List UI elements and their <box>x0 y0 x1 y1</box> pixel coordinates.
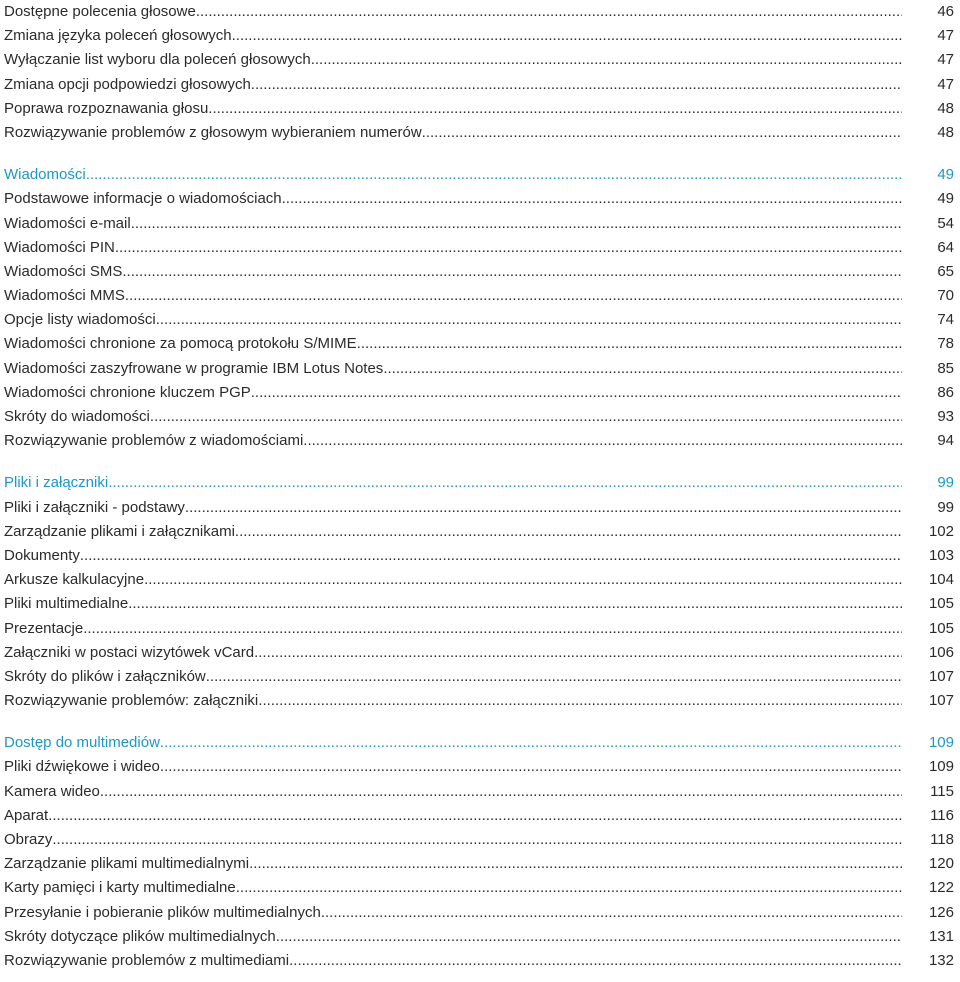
toc-entry[interactable] <box>4 73 954 97</box>
toc-entry-page: 99 <box>937 498 954 516</box>
toc-entry[interactable] <box>4 804 954 828</box>
toc-entry-page: 65 <box>937 262 954 280</box>
toc-entry-title: Wyłączanie list wyboru dla poleceń głosowych <box>4 51 311 69</box>
dot-leader <box>100 780 902 804</box>
dot-leader <box>122 260 902 284</box>
toc-entry-page: 64 <box>937 238 954 256</box>
dot-leader <box>258 689 902 713</box>
dot-leader <box>196 0 902 24</box>
toc-entry[interactable] <box>4 284 954 308</box>
toc-entry-page: 120 <box>928 855 954 873</box>
dot-leader <box>144 568 902 592</box>
toc-entry-title: Aparat <box>4 806 49 824</box>
toc-entry[interactable] <box>4 260 954 284</box>
dot-leader <box>80 544 902 568</box>
toc-entry-title: Pliki multimedialne <box>4 595 129 613</box>
toc-entry-page: 86 <box>937 383 954 401</box>
dot-leader <box>303 429 902 453</box>
toc-entry-title: Obrazy <box>4 831 53 848</box>
toc-entry[interactable] <box>4 568 954 592</box>
dot-leader <box>108 471 902 495</box>
toc-entry-title: Wiadomości PIN <box>4 238 115 256</box>
toc-chapter-page: 109 <box>928 734 954 752</box>
toc-entry[interactable] <box>4 405 954 429</box>
toc-entry[interactable] <box>4 187 954 211</box>
toc-entry-page: 118 <box>930 831 954 848</box>
toc-entry-page: 46 <box>937 3 954 20</box>
dot-leader <box>254 641 902 665</box>
toc-entry-title: Zmiana języka poleceń głosowych <box>4 27 232 45</box>
toc-entry[interactable] <box>4 308 954 332</box>
toc-entry[interactable] <box>4 357 954 381</box>
toc-section-messages <box>4 163 954 453</box>
toc-entry-page: 126 <box>928 903 954 921</box>
toc-entry-title: Zmiana opcji podpowiedzi głosowych <box>4 75 251 93</box>
toc-entry-title: Wiadomości chronione za pomocą protokołu S/MIME <box>4 335 357 353</box>
section-spacer <box>4 145 954 163</box>
toc-entry-title: Załączniki w postaci wizytówek vCard <box>4 643 255 661</box>
toc-chapter-heading[interactable] <box>4 163 954 187</box>
toc-entry[interactable] <box>4 48 954 72</box>
dot-leader <box>52 828 902 852</box>
toc-entry-page: 54 <box>937 214 954 232</box>
toc-entry[interactable] <box>4 665 954 689</box>
dot-leader <box>282 187 902 211</box>
dot-leader <box>128 592 902 616</box>
dot-leader <box>357 332 902 356</box>
toc-entry-page: 116 <box>930 806 954 824</box>
toc-entry-page: 107 <box>928 692 954 710</box>
toc-entry[interactable] <box>4 901 954 925</box>
toc-entry-page: 107 <box>928 667 954 685</box>
dot-leader <box>83 617 902 641</box>
dot-leader <box>232 24 902 48</box>
toc-chapter-title: Pliki i załączniki <box>4 474 109 492</box>
dot-leader <box>160 731 902 755</box>
toc-entry[interactable] <box>4 592 954 616</box>
dot-leader <box>115 236 902 260</box>
toc-entry-page: 47 <box>937 27 954 45</box>
toc-entry-title: Wiadomości MMS <box>4 287 125 305</box>
toc-entry-page: 104 <box>928 571 954 589</box>
toc-entry[interactable] <box>4 641 954 665</box>
toc-entry[interactable] <box>4 852 954 876</box>
toc-entry[interactable] <box>4 236 954 260</box>
dot-leader <box>276 925 902 949</box>
toc-entry-page: 48 <box>937 123 954 141</box>
toc-entry-title: Dostępne polecenia głosowe <box>4 3 196 20</box>
toc-entry-title: Pliki dźwiękowe i wideo <box>4 758 160 776</box>
toc-entry[interactable] <box>4 520 954 544</box>
toc-entry-page: 74 <box>937 311 954 329</box>
table-of-contents <box>4 0 954 973</box>
dot-leader <box>422 121 902 145</box>
toc-entry-title: Rozwiązywanie problemów z wiadomościami <box>4 432 304 450</box>
toc-entry-page: 102 <box>928 522 954 540</box>
dot-leader <box>236 876 902 900</box>
toc-entry-page: 115 <box>930 782 954 800</box>
toc-entry[interactable] <box>4 496 954 520</box>
toc-entry-title: Rozwiązywanie problemów z multimediami <box>4 951 290 969</box>
toc-entry[interactable] <box>4 828 954 852</box>
toc-entry[interactable] <box>4 949 954 973</box>
dot-leader <box>206 665 902 689</box>
toc-entry-page: 105 <box>928 619 954 637</box>
toc-entry-page: 94 <box>937 432 954 450</box>
toc-entry[interactable] <box>4 381 954 405</box>
dot-leader <box>321 901 902 925</box>
toc-entry-title: Wiadomości zaszyfrowane w programie IBM Lotus Notes <box>4 359 384 377</box>
toc-entry-title: Skróty do plików i załączników <box>4 667 206 685</box>
dot-leader <box>383 357 902 381</box>
toc-entry[interactable] <box>4 121 954 145</box>
section-spacer <box>4 453 954 471</box>
toc-entry-page: 93 <box>937 408 954 425</box>
dot-leader <box>311 48 902 72</box>
toc-entry-title: Przesyłanie i pobieranie plików multimedialnych <box>4 903 321 921</box>
toc-chapter-heading[interactable] <box>4 471 954 495</box>
toc-entry[interactable] <box>4 97 954 121</box>
dot-leader <box>208 97 902 121</box>
toc-entry-page: 47 <box>937 75 954 93</box>
toc-entry[interactable] <box>4 429 954 453</box>
toc-entry-page: 109 <box>928 758 954 776</box>
toc-entry-title: Dokumenty <box>4 546 80 564</box>
dot-leader <box>86 163 902 187</box>
toc-entry-title: Zarządzanie plikami i załącznikami <box>4 522 235 540</box>
toc-entry-title: Rozwiązywanie problemów z głosowym wybieraniem numerów <box>4 123 422 141</box>
toc-entry[interactable] <box>4 617 954 641</box>
toc-entry-page: 78 <box>937 335 954 353</box>
dot-leader <box>125 284 902 308</box>
dot-leader <box>289 949 902 973</box>
toc-entry-page: 49 <box>937 190 954 208</box>
toc-entry-title: Skróty do wiadomości <box>4 408 150 425</box>
dot-leader <box>249 852 902 876</box>
toc-entry-title: Poprawa rozpoznawania głosu <box>4 99 209 117</box>
toc-entry[interactable] <box>4 755 954 779</box>
toc-entry-title: Arkusze kalkulacyjne <box>4 571 145 589</box>
dot-leader <box>160 755 902 779</box>
toc-entry-title: Podstawowe informacje o wiadomościach <box>4 190 282 208</box>
toc-entry-title: Skróty dotyczące plików multimedialnych <box>4 927 276 945</box>
toc-entry-title: Wiadomości e-mail <box>4 214 131 232</box>
toc-chapter-page: 99 <box>937 474 954 492</box>
toc-chapter-page: 49 <box>937 166 954 184</box>
dot-leader <box>251 73 902 97</box>
dot-leader <box>48 804 902 828</box>
toc-section-media <box>4 731 954 973</box>
toc-entry[interactable] <box>4 876 954 900</box>
toc-entry-page: 105 <box>928 595 954 613</box>
dot-leader <box>156 308 902 332</box>
toc-entry-title: Opcje listy wiadomości <box>4 311 156 329</box>
toc-entry-page: 47 <box>937 51 954 69</box>
toc-chapter-heading[interactable] <box>4 731 954 755</box>
toc-entry[interactable] <box>4 689 954 713</box>
toc-entry-title: Wiadomości chronione kluczem PGP <box>4 383 251 401</box>
toc-chapter-title: Dostęp do multimediów <box>4 734 160 752</box>
toc-entry-title: Karty pamięci i karty multimedialne <box>4 879 236 897</box>
toc-entry-title: Wiadomości SMS <box>4 262 123 280</box>
toc-entry[interactable] <box>4 212 954 236</box>
toc-entry-page: 131 <box>928 927 954 945</box>
dot-leader <box>150 405 902 429</box>
dot-leader <box>185 496 902 520</box>
toc-entry-page: 106 <box>928 643 954 661</box>
toc-entry-page: 122 <box>928 879 954 897</box>
toc-entry-page: 70 <box>937 287 954 305</box>
dot-leader <box>235 520 902 544</box>
toc-entry-title: Rozwiązywanie problemów: załączniki <box>4 692 259 710</box>
toc-entry[interactable] <box>4 925 954 949</box>
toc-entry-page: 103 <box>928 546 954 564</box>
section-spacer <box>4 713 954 731</box>
dot-leader <box>251 381 902 405</box>
toc-entry[interactable] <box>4 332 954 356</box>
toc-entry[interactable] <box>4 780 954 804</box>
toc-entry[interactable] <box>4 24 954 48</box>
toc-entry-title: Zarządzanie plikami multimedialnymi <box>4 855 250 873</box>
toc-entry-page: 132 <box>928 951 954 969</box>
toc-chapter-title: Wiadomości <box>4 166 86 184</box>
toc-entry-page: 48 <box>937 99 954 117</box>
dot-leader <box>131 212 902 236</box>
toc-entry-page: 85 <box>937 359 954 377</box>
toc-entry[interactable] <box>4 0 954 24</box>
toc-entry-title: Prezentacje <box>4 619 84 637</box>
toc-entry[interactable] <box>4 544 954 568</box>
toc-section-files <box>4 471 954 713</box>
toc-entry-title: Kamera wideo <box>4 782 100 800</box>
toc-section-voice <box>4 0 954 145</box>
toc-entry-title: Pliki i załączniki - podstawy <box>4 498 185 516</box>
